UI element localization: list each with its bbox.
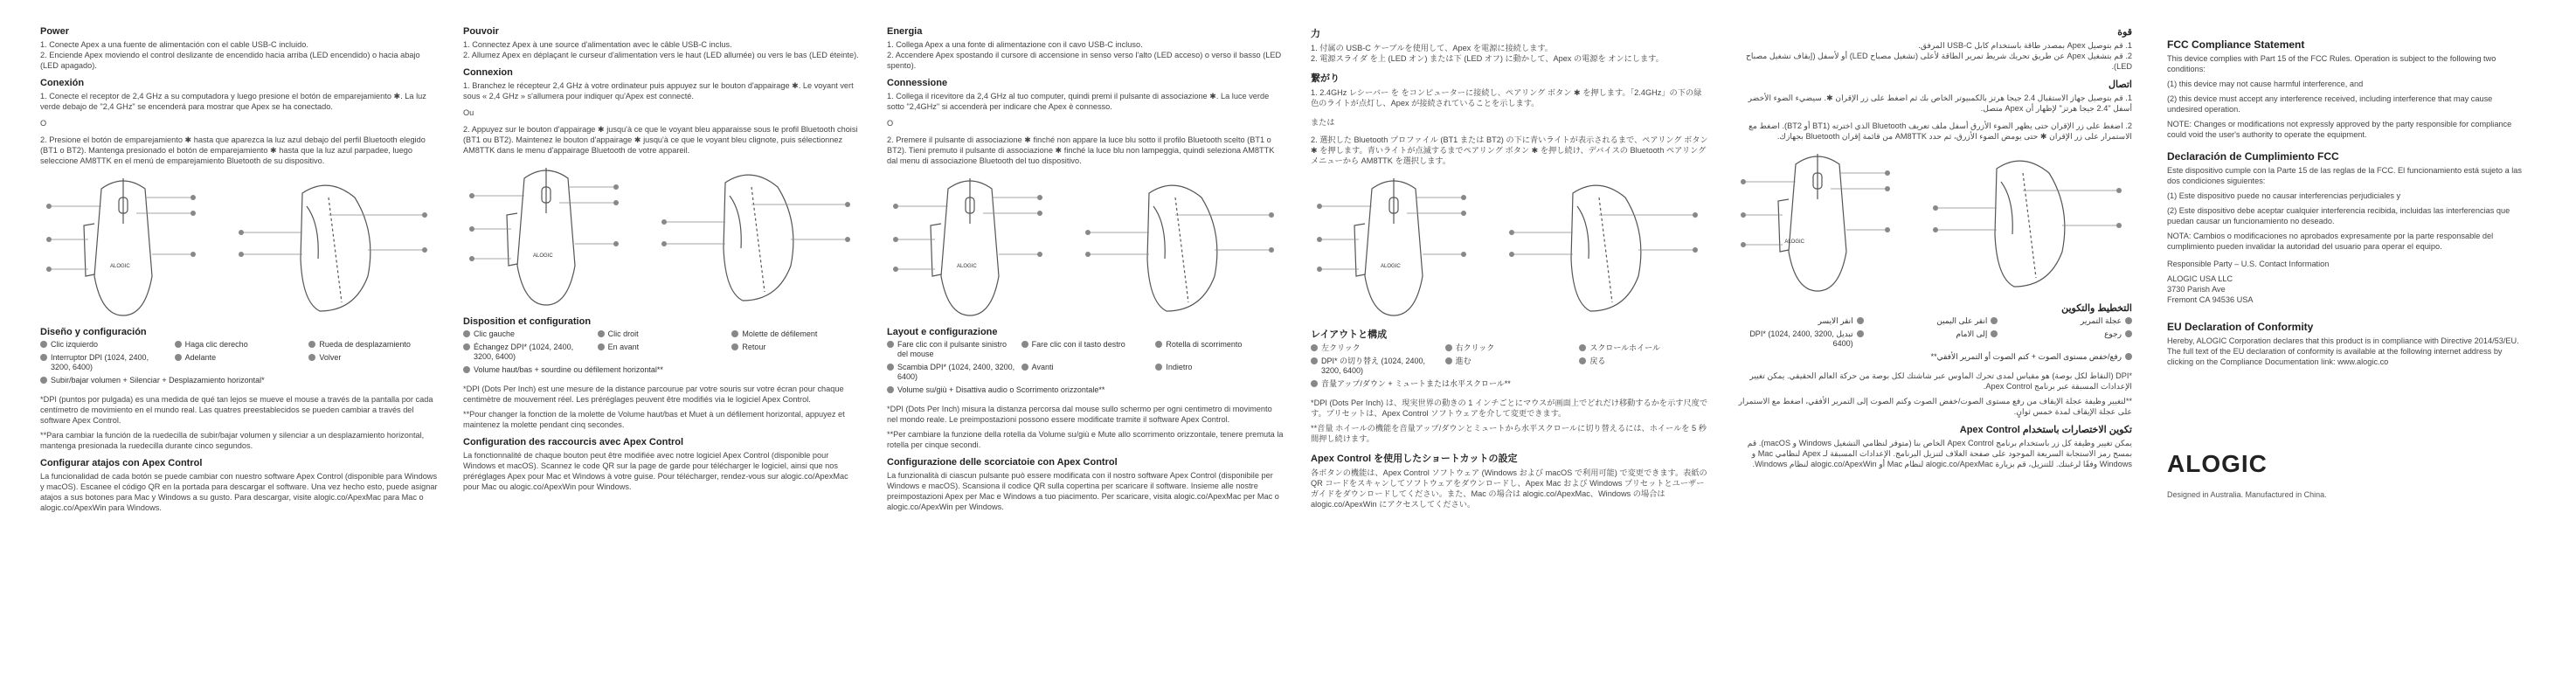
shortcuts-title: Apex Control を使用したショートカットの設定 xyxy=(1311,454,1518,464)
legend-label: 戻る xyxy=(1589,357,1606,365)
layout-title: Disposition et configuration xyxy=(463,316,592,327)
legend-label: Indietro xyxy=(1166,363,1193,371)
legend-bullet-icon xyxy=(308,341,315,348)
fcc-text: This device complies with Part 15 of the FCC Rules. Operation is subject to the following two conditions: xyxy=(2167,54,2496,73)
power-title: Energia xyxy=(887,26,923,37)
legend-bullet-icon xyxy=(1155,364,1162,371)
legend-bullet-icon xyxy=(1991,330,1998,337)
legend-label: Avanti xyxy=(1031,363,1054,371)
legend-item xyxy=(1155,340,1285,359)
or-label: O xyxy=(887,119,894,128)
legend-label: انقر الايسر xyxy=(1818,316,1853,325)
legend-label: Clic gauche xyxy=(474,329,516,338)
button-legend xyxy=(1311,343,1708,389)
mouse-illustration xyxy=(1311,171,1708,320)
connection-title: Connessione xyxy=(887,78,948,88)
legend-item xyxy=(40,353,170,372)
connection-title: 繋がり xyxy=(1311,73,1340,84)
power-text: 1. 付属の USB-C ケーブルを使用して、Apex を電源に接続します。 2. 電源スライダ を上 (LED オン) または下 (LED オフ) に動かして、Apex の電源を オンにします。 xyxy=(1311,44,1664,63)
legend-item xyxy=(1311,357,1440,376)
alogic-logo: ALOGIC xyxy=(2167,450,2268,477)
power-text: 1. قم بتوصيل Apex بمصدر طاقة باستخدام كابل USB-C المرفق. 2. قم بتشغيل Apex عن طريق تحريك شريط تمرير الطاقة لأعلى (تشغيل مصباح LED) أو لأسفل (إيقاف تشغيل مصباح LED). xyxy=(1745,41,2132,71)
shortcuts-text: La fonctionnalité de chaque bouton peut être modifiée avec notre logiciel Apex Control (disponible pour Windows et macOS). Scannez le code QR sur la page de garde pour télécharger le logiciel, ainsi que nos préréglages Apex pour Mac et Windows à votre guise. Pour télécharger, rendez-vous sur alogic.co/ApexMac pour Mac ou alogic.co/ApexWin pour Windows. xyxy=(463,451,848,491)
connection-text-1: 1. Branchez le récepteur 2,4 GHz à votre ordinateur puis appuyez sur le bouton d'appairage ✱. Le voyant vert sous « 2,4 GHz » s'allumera pour indiquer qu'Apex est connecté. xyxy=(463,81,854,100)
button-legend xyxy=(40,340,438,385)
legend-bullet-icon xyxy=(175,341,182,348)
legend-label: 左クリック xyxy=(1321,343,1361,352)
legend-label: Retour xyxy=(742,343,766,351)
svg-text:ALOGIC: ALOGIC xyxy=(110,264,130,269)
legend-item xyxy=(1869,329,1998,349)
legend-label: Rotella di scorrimento xyxy=(1166,340,1243,349)
legend-label: Molette de défilement xyxy=(742,329,818,338)
legend-bullet-icon xyxy=(175,354,182,361)
legend-bullet-icon xyxy=(40,377,47,384)
legend-item xyxy=(1445,357,1575,376)
panel-arabic xyxy=(1735,19,2132,683)
legend-item xyxy=(731,343,861,362)
legend-item xyxy=(40,376,303,385)
scroll-note: **لتغيير وظيفة عجلة الإيقاف من رفع مستوى الصوت/خفض الصوت وكتم الصوت إلى التمرير الأفقي، اضغط مع الاستمرار على عجلة الإيقاف لمدة خمس ثوانٍ. xyxy=(1738,397,2132,416)
legend-label: Clic izquierdo xyxy=(51,340,99,349)
legend-label: Clic droit xyxy=(607,329,639,338)
shortcuts-text: 各ボタンの機能は、Apex Control ソフトウェア (Windows および macOS で利用可能) で変更できます。表紙の QR コードをスキャンしてソフトウェアをダウンロードし、Apex Mac および Windows プリセットとユーザー ガイドをダウンロードしてください。また、Mac の場合は alogic.co/ApexMac、Windows の場合は alogic.co/ApexWin にアクセスしてください。 xyxy=(1311,468,1707,509)
layout-title: Diseño y configuración xyxy=(40,327,147,337)
legend-item xyxy=(1311,343,1440,353)
legend-item xyxy=(598,343,727,362)
mouse-illustration xyxy=(1735,147,2132,295)
legend-item xyxy=(308,340,438,350)
legend-label: DPI* の切り替え (1024, 2400, 3200, 6400) xyxy=(1321,357,1426,375)
legend-label: Fare clic con il pulsante sinistro del mouse xyxy=(897,340,1008,358)
eu-text: Hereby, ALOGIC Corporation declares that this product is in compliance with Directive 2014/53/EU. The full text of the EU declaration of conformity is available at the following internet address by clicking on the Compliance Documentation link: www.alogic.co xyxy=(2167,336,2519,366)
dpi-note: *DPI (Dots Per Inch) est une mesure de la distance parcourue par votre souris sur votre écran pour chaque centimètre de mouvement réel. Les préréglages peuvent être modifiés via le logiciel Apex Control. xyxy=(463,385,844,404)
legend-label: إلى الامام xyxy=(1956,329,1988,338)
legend-bullet-icon xyxy=(887,341,894,348)
connection-text-1: 1. 2.4GHz レシーバー を をコンピューターに接続し、ペアリング ボタン ✱ を押します。「2.4GHz」の下の緑色のライトが点灯し、Apex が接続されていることを示します。 xyxy=(1311,88,1702,107)
panel-japanese xyxy=(1311,19,1708,683)
power-text: 1. Connectez Apex à une source d'alimentation avec le câble USB-C inclus. 2. Allumez Apex en déplaçant le curseur d'alimentation vers le haut (LED allumée) ou vers le bas (LED éteinte). xyxy=(463,40,859,59)
connection-title: Connexion xyxy=(463,67,513,78)
legend-bullet-icon xyxy=(1857,330,1864,337)
dpi-note: *DPI (Dots Per Inch) misura la distanza percorsa dal mouse sullo schermo per ogni centimetro di movimento nel mondo reale. Le preimpostazioni possono essere modificate tramite il software Apex Control. xyxy=(887,405,1272,424)
legend-label: 右クリック xyxy=(1455,343,1495,352)
legend-label: Volume haut/bas + sourdine ou défilement horizontal** xyxy=(474,365,663,374)
legend-bullet-icon xyxy=(1445,357,1452,364)
legend-label: تبديل DPI* (1024, 2400, 3200, 6400) xyxy=(1749,329,1853,348)
legend-item xyxy=(175,340,304,350)
fcc-es-title: Declaración de Cumplimiento FCC xyxy=(2167,150,2339,163)
dpi-note: *DPI (النقاط لكل بوصة) هو مقياس لمدى تحرك الماوس عبر شاشتك لكل بوصة من حركة العالم الحقيقي. يمكن تغيير الإعدادات المسبقة عبر برنامج Apex Control. xyxy=(1749,371,2132,391)
mouse-illustration xyxy=(463,161,861,309)
legend-bullet-icon xyxy=(598,330,605,337)
legend-bullet-icon xyxy=(463,366,470,373)
layout-title: التخطيط والتكوين xyxy=(2061,303,2132,314)
dpi-note: *DPI (puntos por pulgada) es una medida de qué tan lejos se mueve el mouse a través de la pantalla por cada centímetro de movimiento en el mundo real. Las quatres preestablecidos se pueden cambiar a través del software Apex Control. xyxy=(40,395,433,425)
legend-bullet-icon xyxy=(1311,357,1318,364)
shortcuts-text: La funzionalità di ciascun pulsante può essere modificata con il nostro software Apex Control (disponibile per Windows e macOS). Scansiona il codice QR sulla copertina per scaricare il software. Insieme alle nostre preimpostazioni Apex per Mac e Windows a tuo piacimento. Per scaricare, visita alogic.co/ApexMac per Mac o alogic.co/ApexWin per Windows. xyxy=(887,471,1279,511)
dpi-note: *DPI (Dots Per Inch) は、現実世界の動きの 1 インチごとにマウスが画面上でどれだけ移動するかを示す尺度です。プリセットは、Apex Control ソフトウェアを介して変更できます。 xyxy=(1311,399,1708,418)
power-title: Power xyxy=(40,26,70,37)
legend-bullet-icon xyxy=(1021,364,1028,371)
button-legend xyxy=(887,340,1285,395)
legend-label: Volume su/giù + Disattiva audio o Scorrimento orizzontale** xyxy=(897,385,1105,394)
legend-bullet-icon xyxy=(598,343,605,350)
connection-title: اتصال xyxy=(2108,80,2132,90)
mouse-illustration xyxy=(887,171,1285,320)
connection-title: Conexión xyxy=(40,78,85,88)
legend-item xyxy=(1869,352,2132,362)
scroll-note: **Per cambiare la funzione della rotella da Volume su/giù e Mute allo scorrimento orizzontale, tenere premuta la rotella per cinque secondi. xyxy=(887,430,1284,449)
legend-item xyxy=(2003,316,2132,326)
legend-item xyxy=(463,365,726,375)
legend-item xyxy=(598,329,727,339)
svg-text:ALOGIC: ALOGIC xyxy=(1784,239,1804,245)
legend-item xyxy=(1311,379,1574,389)
designed-in: Designed in Australia. Manufactured in China. xyxy=(2167,490,2327,499)
layout-title: Layout e configurazione xyxy=(887,327,998,337)
shortcuts-title: Configurar atajos con Apex Control xyxy=(40,458,203,468)
legend-item xyxy=(1869,316,1998,326)
legend-label: عجلة التمرير xyxy=(2080,316,2122,325)
legend-bullet-icon xyxy=(2125,353,2132,360)
legend-item xyxy=(308,353,438,372)
legend-item xyxy=(1735,329,1864,349)
legend-bullet-icon xyxy=(1021,341,1028,348)
legend-item xyxy=(1735,316,1864,326)
fcc-note: NOTE: Changes or modifications not expressly approved by the party responsible for compliance could void the user's authority to operate the equipment. xyxy=(2167,120,2512,139)
mouse-diagrams xyxy=(887,171,1285,320)
shortcuts-text: La funcionalidad de cada botón se puede cambiar con nuestro software Apex Control (disponible para Windows y macOS). Escanee el código QR en la portada para descargar el software. Una vez hecho esto, puede asignar atajos a sus botones para Mac y Windows a su gusto. Para descargar, visite alogic.co/ApexMac para Mac o alogic.co/ApexWin para Windows. xyxy=(40,472,438,512)
legend-bullet-icon xyxy=(1311,380,1318,387)
or-label: O xyxy=(40,119,47,128)
power-text: 1. Collega Apex a una fonte di alimentazione con il cavo USB-C incluso. 2. Accendere Apex spostando il cursore di accensione in senso verso l'alto (LED acceso) o verso il basso (LED spento). xyxy=(887,40,1282,70)
address-line-1: ALOGIC USA LLC xyxy=(2167,274,2233,283)
connection-text-2: 2. Presione el botón de emparejamiento ✱ hasta que aparezca la luz azul debajo del perfil Bluetooth elegido (BT1 o BT2). Mantenga presionado el botón de emparejamiento ✱ hasta que la luz azul parpadee, luego seleccione AM8TTK en el menú de emparejamiento Bluetooth de su dispositivo. xyxy=(40,135,426,165)
legend-label: Rueda de desplazamiento xyxy=(319,340,411,349)
legend-label: En avant xyxy=(607,343,640,351)
legend-item xyxy=(463,343,592,362)
legend-bullet-icon xyxy=(2125,330,2132,337)
eu-title: EU Declaration of Conformity xyxy=(2167,321,2314,333)
panel-italian xyxy=(887,19,1285,683)
legend-item xyxy=(1445,343,1575,353)
legend-bullet-icon xyxy=(1155,341,1162,348)
legend-bullet-icon xyxy=(308,354,315,361)
legend-label: Volver xyxy=(319,353,342,362)
power-text: 1. Conecte Apex a una fuente de alimentación con el cable USB-C incluido. 2. Enciende Apex moviendo el control deslizante de encendido hacia arriba (LED encendido) o hacia abajo (LED apagado). xyxy=(40,40,420,70)
legend-item xyxy=(887,363,1016,382)
button-legend xyxy=(1735,316,2132,362)
connection-text-2: 2. اضغط على زر الإقران حتى يظهر الضوء الأزرق أسفل ملف تعريف Bluetooth الذي اخترته (BT1 أو BT2). اضغط مع الاستمرار على زر الإقران ✱ حتى يومض الضوء الأزرق، ثم حدد AM8TTK من قائمة إقران Bluetooth بجهازك. xyxy=(1748,121,2132,141)
fcc-es-condition-1: (1) Este dispositivo puede no causar interferencias perjudiciales y xyxy=(2167,191,2401,200)
connection-text-2: 2. Premere il pulsante di associazione ✱ finché non appare la luce blu sotto il profilo Bluetooth scelto (BT1 o BT2). Tieni premuto il pulsante di associazione ✱ finché la luce blu non lampeggia, quindi seleziona AM8TTK dal menu di associazione Bluetooth del tuo dispositivo. xyxy=(887,135,1275,165)
legend-label: Scambia DPI* (1024, 2400, 3200, 6400) xyxy=(897,363,1015,381)
shortcuts-text: يمكن تغيير وظيفة كل زر باستخدام برنامج Apex Control الخاص بنا (متوفر لنظامي التشغيل Windows و macOS). قم بمسح رمز الاستجابة السريعة الموجود على صفحة الغلاف لتنزيل البرنامج. الإعدادات المسبقة لـ Apex لنظامي Mac و Windows وفقًا لرغبتك. للتنزيل، قم بزيارة alogic.co/ApexMac لنظام Mac أو alogic.co/ApexWin لنظام Windows. xyxy=(1747,439,2132,468)
power-title: قوة xyxy=(2117,27,2132,38)
power-title: 力 xyxy=(1311,29,1320,39)
connection-text-2: 2. 選択した Bluetooth プロファイル (BT1 または BT2) の下に青いライトが表示されるまで、ペアリング ボタン ✱ を押します。青いライトが点滅するまでペアリング ボタン ✱ を押し続け、デバイスの Bluetooth ペアリング メニューから AM8TTK を選択します。 xyxy=(1311,135,1708,165)
connection-text-1: 1. Collega il ricevitore da 2,4 GHz al tuo computer, quindi premi il pulsante di associazione ✱. La luce verde sotto "2,4GHz" si accenderà per indicare che Apex è connesso. xyxy=(887,92,1270,111)
legend-label: スクロールホイール xyxy=(1589,343,1660,352)
responsible-party: Responsible Party – U.S. Contact Information xyxy=(2167,260,2330,268)
legend-bullet-icon xyxy=(463,343,470,350)
legend-bullet-icon xyxy=(1445,344,1452,351)
fcc-es-note: NOTA: Cambios o modificaciones no aprobados expresamente por la parte responsable del cumplimiento pueden invalidar la autoridad del usuario para operar el equipo. xyxy=(2167,232,2494,251)
power-title: Pouvoir xyxy=(463,26,499,37)
svg-text:ALOGIC: ALOGIC xyxy=(957,264,977,269)
layout-title: レイアウトと構成 xyxy=(1311,329,1388,340)
shortcuts-title: Configurazione delle scorciatoie con Apex Control xyxy=(887,457,1118,468)
legend-item xyxy=(1579,357,1708,376)
connection-text-2: 2. Appuyez sur le bouton d'appairage ✱ jusqu'à ce que le voyant bleu apparaisse sous le profil Bluetooth choisi (BT1 ou BT2). Maintenez le bouton d'appairage ✱ jusqu'à ce que le voyant bleu clignote, puis sélectionnez AM8TTK dans le menu d'appairage Bluetooth de votre appareil. xyxy=(463,125,858,155)
button-legend xyxy=(463,329,861,375)
address-line-2: 3730 Parish Ave xyxy=(2167,285,2226,294)
legend-bullet-icon xyxy=(731,343,738,350)
fcc-condition-1: (1) this device may not cause harmful interference, and xyxy=(2167,80,2364,88)
legend-bullet-icon xyxy=(463,330,470,337)
svg-text:ALOGIC: ALOGIC xyxy=(533,253,553,259)
legend-bullet-icon xyxy=(731,330,738,337)
scroll-note: **Para cambiar la función de la ruedecilla de subir/bajar volumen y silenciar a un desplazamiento horizontal, mantenga presionada la ruedecilla durante cinco segundos. xyxy=(40,431,425,450)
legend-item xyxy=(1155,363,1285,382)
mouse-diagrams xyxy=(40,171,438,320)
fcc-es-condition-2: (2) Este dispositivo debe aceptar cualquier interferencia recibida, incluidas las interferencias que puedan causar un funcionamiento no deseado. xyxy=(2167,206,2510,225)
legend-label: انقر على اليمين xyxy=(1936,316,1988,325)
legend-bullet-icon xyxy=(1311,344,1318,351)
shortcuts-title: Configuration des raccourcis avec Apex Control xyxy=(463,437,684,447)
or-label: または xyxy=(1311,118,1335,127)
legend-label: رجوع xyxy=(2104,329,2122,338)
legend-label: Adelante xyxy=(184,353,217,362)
legend-bullet-icon xyxy=(2125,317,2132,324)
legend-bullet-icon xyxy=(1579,344,1586,351)
mouse-diagrams xyxy=(1311,171,1708,320)
legend-label: Haga clic derecho xyxy=(184,340,248,349)
legend-label: Fare clic con il tasto destro xyxy=(1031,340,1125,349)
legend-item xyxy=(1579,343,1708,353)
legend-bullet-icon xyxy=(40,341,47,348)
legend-item xyxy=(175,353,304,372)
compliance-column xyxy=(2167,38,2525,499)
legend-bullet-icon xyxy=(887,364,894,371)
mouse-illustration xyxy=(40,171,438,320)
legend-item xyxy=(1021,340,1151,359)
legend-label: 音量アップ/ダウン + ミュートまたは水平スクロール** xyxy=(1321,379,1511,388)
legend-item xyxy=(731,329,861,339)
shortcuts-title: تكوين الاختصارات باستخدام Apex Control xyxy=(1959,425,2132,435)
legend-item xyxy=(40,340,170,350)
legend-bullet-icon xyxy=(40,354,47,361)
address-line-3: Fremont CA 94536 USA xyxy=(2167,295,2254,304)
svg-text:ALOGIC: ALOGIC xyxy=(1381,264,1401,269)
fcc-title: FCC Compliance Statement xyxy=(2167,38,2305,51)
panel-spanish xyxy=(40,19,438,683)
legend-bullet-icon xyxy=(1579,357,1586,364)
legend-bullet-icon xyxy=(887,386,894,393)
connection-text-1: 1. قم بتوصيل جهاز الاستقبال 2.4 جيجا هرتز بالكمبيوتر الخاص بك ثم اضغط على زر الإقران ✱. سيضيء الضوء الأخضر أسفل "2.4 جيجا هرتز" لإظهار أن Apex متصل. xyxy=(1748,94,2132,113)
fcc-es-text: Este dispositivo cumple con la Parte 15 de las reglas de la FCC. El funcionamiento está sujeto a las dos condiciones siguientes: xyxy=(2167,166,2522,185)
scroll-note: **音量 ホイールの機能を音量アップ/ダウンとミュートから水平スクロールに切り替えるには、ホイールを 5 秒間押し続けます。 xyxy=(1311,424,1707,443)
legend-item xyxy=(463,329,592,339)
legend-bullet-icon xyxy=(1991,317,1998,324)
mouse-diagrams xyxy=(463,161,861,309)
legend-label: رفع/خفض مستوى الصوت + كتم الصوت أو التمرير الأفقي** xyxy=(1930,352,2122,361)
connection-text-1: 1. Conecte el receptor de 2,4 GHz a su computadora y luego presione el botón de emparejamiento ✱. La luz verde debajo de "2,4 GHz" se encenderá para mostrar que Apex se ha conectado. xyxy=(40,92,426,111)
legend-item xyxy=(1021,363,1151,382)
legend-item xyxy=(887,385,1150,395)
or-label: Ou xyxy=(463,108,474,117)
legend-bullet-icon xyxy=(1857,317,1864,324)
legend-label: Subir/bajar volumen + Silenciar + Desplazamiento horizontal* xyxy=(51,376,265,385)
legend-label: 進む xyxy=(1455,357,1472,365)
panel-french xyxy=(463,19,861,683)
mouse-diagrams xyxy=(1735,147,2132,295)
legend-label: Interruptor DPI (1024, 2400, 3200, 6400) xyxy=(51,353,149,371)
legend-item xyxy=(2003,329,2132,349)
legend-label: Échangez DPI* (1024, 2400, 3200, 6400) xyxy=(474,343,574,361)
scroll-note: **Pour changer la fonction de la molette de Volume haut/bas et Muet à un défilement horizontal, appuyez et maintenez la molette pendant cinq secondes. xyxy=(463,410,845,429)
fcc-condition-2: (2) this device must accept any interference received, including interference that may cause undesired operation. xyxy=(2167,94,2493,114)
legend-item xyxy=(887,340,1016,359)
